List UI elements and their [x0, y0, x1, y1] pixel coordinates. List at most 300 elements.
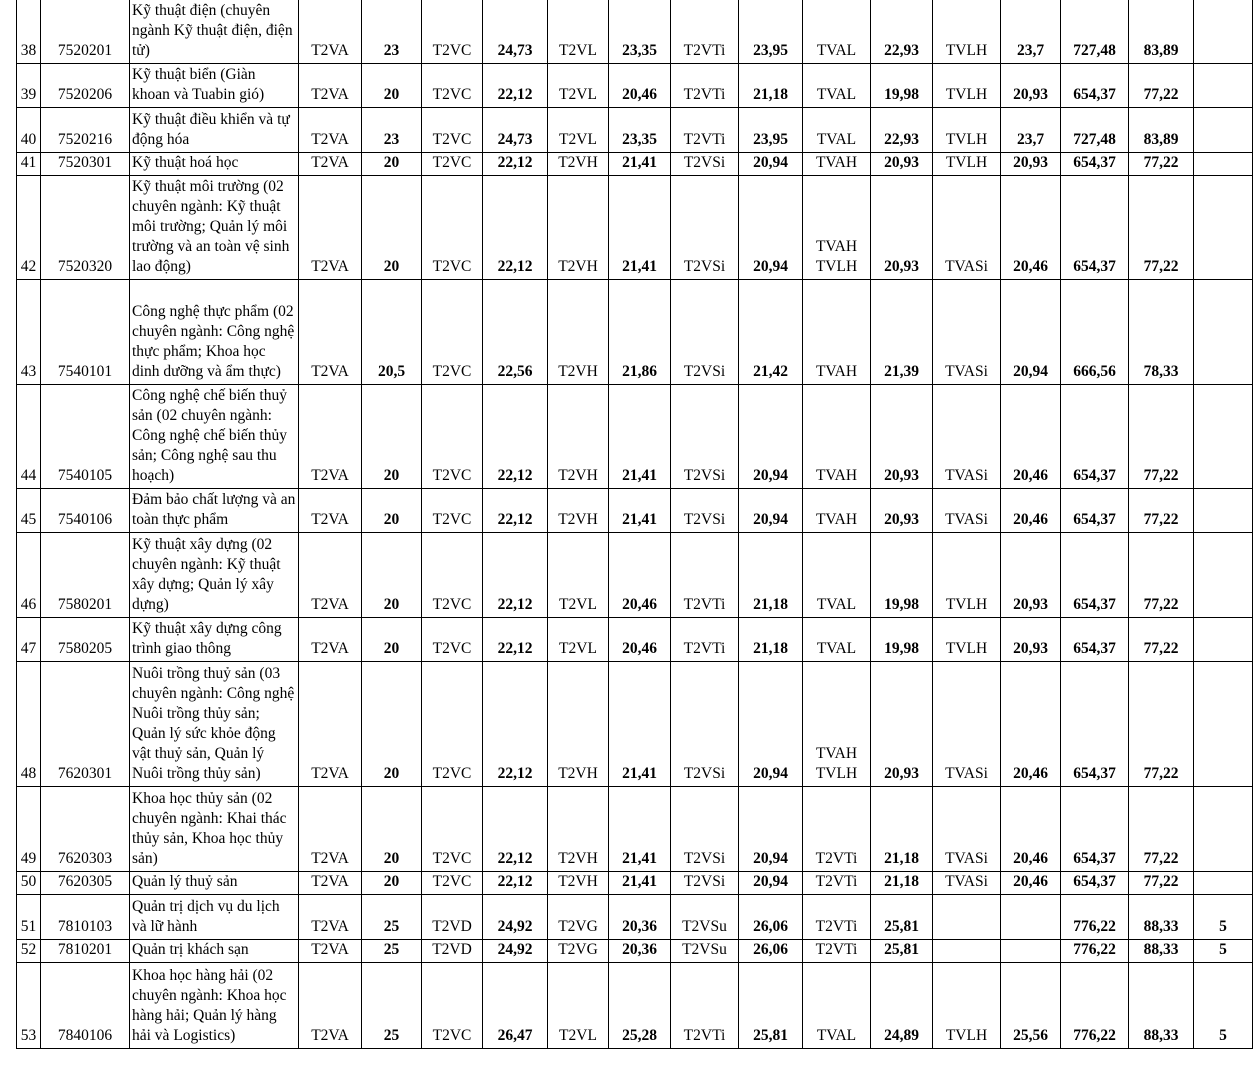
combo-6-score: 20,93 [1001, 153, 1061, 176]
combo-5-code: TVAH [803, 153, 871, 176]
row-number: 50 [17, 872, 41, 895]
combo-5-score: 22,93 [871, 108, 933, 153]
total-score: 654,37 [1061, 618, 1129, 662]
combo-4-score: 20,94 [739, 787, 803, 872]
combo-6-code: TVLH [933, 64, 1001, 108]
combo-3-code: T2VL [548, 963, 609, 1049]
combo-5-code: T2VTi [803, 787, 871, 872]
combo-1-score: 25 [362, 940, 422, 963]
row-number: 53 [17, 963, 41, 1049]
combo-1-score: 20 [362, 662, 422, 787]
combo-2-code: T2VD [422, 940, 483, 963]
combo-3-code: T2VG [548, 895, 609, 940]
combo-4-score: 20,94 [739, 662, 803, 787]
program-code: 7520216 [41, 108, 130, 153]
program-name: Nuôi trồng thuỷ sản (03 chuyên ngành: Công nghệ Nuôi trồng thủy sản; Quản lý sức khỏe động vật thuỷ sản, Quản lý Nuôi trồng thủy sản) [130, 662, 299, 787]
program-name: Quản trị dịch vụ du lịch và lữ hành [130, 895, 299, 940]
percent-score: 77,22 [1129, 787, 1194, 872]
program-code: 7540101 [41, 280, 130, 385]
combo-5-code: TVAH [803, 385, 871, 489]
row-number: 38 [17, 0, 41, 64]
combo-1-code: T2VA [299, 153, 362, 176]
table-row [17, 895, 1253, 940]
combo-5-score: 21,39 [871, 280, 933, 385]
combo-1-code: T2VA [299, 64, 362, 108]
program-name: Công nghệ thực phẩm (02 chuyên ngành: Công nghệ thực phẩm; Khoa học dinh dưỡng và ẩm thực) [130, 280, 299, 385]
combo-1-score: 20 [362, 153, 422, 176]
combo-5-code: T2VTi [803, 940, 871, 963]
table-row [17, 618, 1253, 662]
combo-2-score: 24,73 [483, 0, 548, 64]
combo-3-code: T2VH [548, 787, 609, 872]
combo-1-score: 23 [362, 0, 422, 64]
combo-5-code: T2VTi [803, 872, 871, 895]
combo-4-score: 20,94 [739, 872, 803, 895]
note-value: 5 [1194, 895, 1253, 940]
percent-score: 77,22 [1129, 533, 1194, 618]
program-name: Kỹ thuật điện (chuyên ngành Kỹ thuật điện, điện tử) [130, 0, 299, 64]
combo-6-score: 20,46 [1001, 872, 1061, 895]
percent-score: 78,33 [1129, 280, 1194, 385]
combo-2-code: T2VC [422, 64, 483, 108]
combo-3-code: T2VL [548, 533, 609, 618]
table-row [17, 153, 1253, 176]
program-name: Khoa học hàng hải (02 chuyên ngành: Khoa học hàng hải; Quản lý hàng hải và Logistics) [130, 963, 299, 1049]
total-score: 776,22 [1061, 940, 1129, 963]
combo-5-score: 21,18 [871, 872, 933, 895]
percent-score: 77,22 [1129, 872, 1194, 895]
program-code: 7520201 [41, 0, 130, 64]
combo-4-code: T2VSu [671, 895, 739, 940]
note-value: 5 [1194, 940, 1253, 963]
combo-6-code: TVASi [933, 872, 1001, 895]
combo-6-score: 20,46 [1001, 176, 1061, 280]
combo-6-code: TVLH [933, 108, 1001, 153]
note-value [1194, 280, 1253, 385]
combo-6-code: TVLH [933, 963, 1001, 1049]
combo-3-score: 23,35 [609, 0, 671, 64]
combo-2-score: 22,12 [483, 153, 548, 176]
percent-score: 77,22 [1129, 176, 1194, 280]
combo-3-code: T2VH [548, 176, 609, 280]
combo-6-score: 20,46 [1001, 385, 1061, 489]
program-name: Kỹ thuật biển (Giàn khoan và Tuabin gió) [130, 64, 299, 108]
note-value [1194, 385, 1253, 489]
combo-6-score: 20,46 [1001, 662, 1061, 787]
total-score: 654,37 [1061, 385, 1129, 489]
combo-2-code: T2VC [422, 489, 483, 533]
row-number: 42 [17, 176, 41, 280]
table-row [17, 64, 1253, 108]
combo-1-code: T2VA [299, 489, 362, 533]
admission-score-table [16, 0, 1253, 1049]
combo-1-score: 20 [362, 787, 422, 872]
combo-5-score: 25,81 [871, 940, 933, 963]
combo-6-score [1001, 895, 1061, 940]
table-row [17, 280, 1253, 385]
table-body [17, 0, 1253, 1049]
combo-3-score: 21,41 [609, 662, 671, 787]
percent-score: 83,89 [1129, 108, 1194, 153]
combo-3-code: T2VH [548, 662, 609, 787]
combo-3-code: T2VL [548, 108, 609, 153]
combo-2-code: T2VC [422, 385, 483, 489]
table-row [17, 533, 1253, 618]
combo-1-code: T2VA [299, 895, 362, 940]
note-value [1194, 108, 1253, 153]
percent-score: 77,22 [1129, 489, 1194, 533]
combo-5-code: TVAH [803, 280, 871, 385]
combo-2-code: T2VC [422, 176, 483, 280]
program-code: 7580201 [41, 533, 130, 618]
program-name: Công nghệ chế biến thuỷ sản (02 chuyên ngành: Công nghệ chế biến thủy sản; Công nghệ sau thu hoạch) [130, 385, 299, 489]
total-score: 654,37 [1061, 533, 1129, 618]
combo-1-score: 25 [362, 963, 422, 1049]
combo-1-score: 20 [362, 533, 422, 618]
program-name: Đảm bảo chất lượng và an toàn thực phẩm [130, 489, 299, 533]
total-score: 654,37 [1061, 64, 1129, 108]
combo-3-score: 21,41 [609, 153, 671, 176]
combo-2-score: 22,12 [483, 489, 548, 533]
combo-1-score: 20 [362, 489, 422, 533]
combo-4-code: T2VSi [671, 872, 739, 895]
program-code: 7520301 [41, 153, 130, 176]
combo-5-code: TVAL [803, 64, 871, 108]
combo-4-code: T2VSi [671, 489, 739, 533]
combo-4-code: T2VTi [671, 533, 739, 618]
combo-5-score: 19,98 [871, 533, 933, 618]
combo-4-score: 21,18 [739, 618, 803, 662]
combo-3-code: T2VL [548, 64, 609, 108]
combo-2-score: 22,56 [483, 280, 548, 385]
combo-6-score: 20,93 [1001, 618, 1061, 662]
program-name: Khoa học thủy sản (02 chuyên ngành: Khai thác thủy sản, Khoa học thủy sản) [130, 787, 299, 872]
combo-3-code: T2VH [548, 872, 609, 895]
combo-2-score: 22,12 [483, 662, 548, 787]
combo-3-score: 21,41 [609, 176, 671, 280]
combo-6-code: TVASi [933, 385, 1001, 489]
program-name: Kỹ thuật môi trường (02 chuyên ngành: Kỹ thuật môi trường; Quản lý môi trường và an toàn vệ sinh lao động) [130, 176, 299, 280]
table-row [17, 787, 1253, 872]
combo-5-score: 25,81 [871, 895, 933, 940]
combo-5-code: TVAL [803, 108, 871, 153]
combo-1-score: 20,5 [362, 280, 422, 385]
combo-3-score: 21,41 [609, 787, 671, 872]
combo-3-code: T2VH [548, 385, 609, 489]
combo-5-score: 20,93 [871, 153, 933, 176]
program-code: 7620303 [41, 787, 130, 872]
combo-2-score: 24,92 [483, 895, 548, 940]
combo-5-score: 20,93 [871, 662, 933, 787]
combo-5-code: TVAL [803, 963, 871, 1049]
total-score: 776,22 [1061, 963, 1129, 1049]
combo-1-score: 20 [362, 176, 422, 280]
combo-4-code: T2VSi [671, 662, 739, 787]
row-number: 49 [17, 787, 41, 872]
total-score: 776,22 [1061, 895, 1129, 940]
combo-6-code: TVASi [933, 280, 1001, 385]
combo-4-score: 20,94 [739, 176, 803, 280]
combo-4-score: 23,95 [739, 108, 803, 153]
combo-1-code: T2VA [299, 533, 362, 618]
row-number: 45 [17, 489, 41, 533]
program-name: Kỹ thuật điều khiển và tự động hóa [130, 108, 299, 153]
percent-score: 77,22 [1129, 153, 1194, 176]
combo-6-score: 20,93 [1001, 533, 1061, 618]
combo-3-score: 20,36 [609, 940, 671, 963]
row-number: 48 [17, 662, 41, 787]
combo-5-code: T2VTi [803, 895, 871, 940]
program-code: 7540105 [41, 385, 130, 489]
combo-5-code: TVAL [803, 618, 871, 662]
percent-score: 88,33 [1129, 940, 1194, 963]
combo-2-code: T2VC [422, 153, 483, 176]
program-code: 7620301 [41, 662, 130, 787]
combo-4-code: T2VSi [671, 176, 739, 280]
combo-3-code: T2VG [548, 940, 609, 963]
combo-4-code: T2VSi [671, 153, 739, 176]
combo-2-score: 22,12 [483, 618, 548, 662]
combo-4-score: 21,18 [739, 533, 803, 618]
combo-5-score: 20,93 [871, 385, 933, 489]
combo-1-code: T2VA [299, 963, 362, 1049]
combo-3-code: T2VL [548, 618, 609, 662]
note-value [1194, 64, 1253, 108]
total-score: 654,37 [1061, 176, 1129, 280]
table-row [17, 0, 1253, 64]
table-row [17, 662, 1253, 787]
combo-2-score: 22,12 [483, 872, 548, 895]
combo-1-code: T2VA [299, 280, 362, 385]
combo-4-score: 21,42 [739, 280, 803, 385]
combo-1-score: 23 [362, 108, 422, 153]
percent-score: 77,22 [1129, 618, 1194, 662]
combo-6-score: 20,94 [1001, 280, 1061, 385]
combo-4-code: T2VTi [671, 108, 739, 153]
combo-5-code: TVAL [803, 533, 871, 618]
combo-5-score: 22,93 [871, 0, 933, 64]
combo-1-code: T2VA [299, 787, 362, 872]
combo-4-code: T2VTi [671, 64, 739, 108]
combo-1-code: T2VA [299, 0, 362, 64]
combo-3-code: T2VH [548, 489, 609, 533]
combo-5-code: TVAL [803, 0, 871, 64]
combo-2-code: T2VD [422, 895, 483, 940]
combo-2-code: T2VC [422, 0, 483, 64]
combo-1-code: T2VA [299, 618, 362, 662]
row-number: 46 [17, 533, 41, 618]
program-name: Kỹ thuật xây dựng (02 chuyên ngành: Kỹ thuật xây dựng; Quản lý xây dựng) [130, 533, 299, 618]
table-row [17, 176, 1253, 280]
combo-3-score: 21,41 [609, 489, 671, 533]
program-code: 7520206 [41, 64, 130, 108]
program-name: Quản lý thuỷ sản [130, 872, 299, 895]
combo-5-code: TVAH TVLH [803, 176, 871, 280]
row-number: 40 [17, 108, 41, 153]
combo-1-code: T2VA [299, 940, 362, 963]
combo-1-code: T2VA [299, 176, 362, 280]
program-code: 7580205 [41, 618, 130, 662]
combo-6-code [933, 895, 1001, 940]
program-code: 7540106 [41, 489, 130, 533]
note-value [1194, 533, 1253, 618]
combo-2-code: T2VC [422, 662, 483, 787]
combo-5-score: 21,18 [871, 787, 933, 872]
combo-5-code: TVAH [803, 489, 871, 533]
total-score: 654,37 [1061, 662, 1129, 787]
combo-5-score: 20,93 [871, 489, 933, 533]
combo-4-score: 23,95 [739, 0, 803, 64]
combo-6-score: 25,56 [1001, 963, 1061, 1049]
combo-6-code: TVASi [933, 662, 1001, 787]
percent-score: 83,89 [1129, 0, 1194, 64]
combo-3-code: T2VH [548, 153, 609, 176]
program-code: 7620305 [41, 872, 130, 895]
combo-4-code: T2VTi [671, 618, 739, 662]
percent-score: 77,22 [1129, 64, 1194, 108]
combo-6-code [933, 940, 1001, 963]
combo-4-score: 21,18 [739, 64, 803, 108]
combo-5-score: 19,98 [871, 618, 933, 662]
combo-6-score [1001, 940, 1061, 963]
total-score: 654,37 [1061, 872, 1129, 895]
combo-6-score: 23,7 [1001, 108, 1061, 153]
program-code: 7810103 [41, 895, 130, 940]
combo-4-score: 20,94 [739, 385, 803, 489]
table-row [17, 489, 1253, 533]
combo-5-score: 24,89 [871, 963, 933, 1049]
combo-2-code: T2VC [422, 618, 483, 662]
combo-5-score: 20,93 [871, 176, 933, 280]
combo-5-score: 19,98 [871, 64, 933, 108]
combo-2-score: 24,73 [483, 108, 548, 153]
program-code: 7520320 [41, 176, 130, 280]
table-row [17, 940, 1253, 963]
program-name: Kỹ thuật xây dựng công trình giao thông [130, 618, 299, 662]
combo-6-code: TVLH [933, 618, 1001, 662]
row-number: 43 [17, 280, 41, 385]
note-value [1194, 787, 1253, 872]
combo-4-code: T2VSi [671, 787, 739, 872]
combo-1-code: T2VA [299, 662, 362, 787]
combo-1-score: 20 [362, 872, 422, 895]
row-number: 47 [17, 618, 41, 662]
combo-2-code: T2VC [422, 533, 483, 618]
combo-6-code: TVASi [933, 787, 1001, 872]
note-value [1194, 0, 1253, 64]
row-number: 51 [17, 895, 41, 940]
combo-3-score: 20,46 [609, 533, 671, 618]
program-code: 7840106 [41, 963, 130, 1049]
percent-score: 77,22 [1129, 662, 1194, 787]
note-value [1194, 153, 1253, 176]
combo-2-score: 24,92 [483, 940, 548, 963]
combo-2-code: T2VC [422, 963, 483, 1049]
combo-3-score: 23,35 [609, 108, 671, 153]
combo-3-code: T2VL [548, 0, 609, 64]
combo-4-score: 26,06 [739, 895, 803, 940]
combo-3-score: 21,41 [609, 872, 671, 895]
combo-2-score: 22,12 [483, 533, 548, 618]
combo-4-code: T2VSi [671, 385, 739, 489]
combo-1-score: 25 [362, 895, 422, 940]
combo-6-score: 20,46 [1001, 489, 1061, 533]
combo-6-code: TVASi [933, 176, 1001, 280]
row-number: 52 [17, 940, 41, 963]
combo-4-score: 26,06 [739, 940, 803, 963]
combo-4-code: T2VSi [671, 280, 739, 385]
combo-2-score: 22,12 [483, 64, 548, 108]
row-number: 39 [17, 64, 41, 108]
total-score: 727,48 [1061, 108, 1129, 153]
combo-1-code: T2VA [299, 108, 362, 153]
combo-3-score: 20,46 [609, 618, 671, 662]
program-code: 7810201 [41, 940, 130, 963]
note-value [1194, 662, 1253, 787]
table-row [17, 963, 1253, 1049]
combo-6-code: TVLH [933, 153, 1001, 176]
combo-1-code: T2VA [299, 872, 362, 895]
combo-4-score: 20,94 [739, 489, 803, 533]
combo-6-code: TVLH [933, 533, 1001, 618]
program-name: Kỹ thuật hoá học [130, 153, 299, 176]
combo-2-score: 22,12 [483, 176, 548, 280]
row-number: 44 [17, 385, 41, 489]
note-value [1194, 176, 1253, 280]
note-value [1194, 872, 1253, 895]
combo-3-score: 21,41 [609, 385, 671, 489]
combo-1-score: 20 [362, 64, 422, 108]
combo-2-code: T2VC [422, 280, 483, 385]
combo-6-code: TVLH [933, 0, 1001, 64]
combo-6-score: 23,7 [1001, 0, 1061, 64]
combo-5-code: TVAH TVLH [803, 662, 871, 787]
combo-4-code: T2VTi [671, 0, 739, 64]
combo-4-code: T2VSu [671, 940, 739, 963]
combo-6-code: TVASi [933, 489, 1001, 533]
combo-3-code: T2VH [548, 280, 609, 385]
total-score: 654,37 [1061, 153, 1129, 176]
combo-3-score: 20,46 [609, 64, 671, 108]
total-score: 654,37 [1061, 787, 1129, 872]
note-value: 5 [1194, 963, 1253, 1049]
total-score: 654,37 [1061, 489, 1129, 533]
program-name: Quản trị khách sạn [130, 940, 299, 963]
combo-4-code: T2VTi [671, 963, 739, 1049]
combo-1-score: 20 [362, 385, 422, 489]
total-score: 727,48 [1061, 0, 1129, 64]
row-number: 41 [17, 153, 41, 176]
combo-1-score: 20 [362, 618, 422, 662]
combo-2-code: T2VC [422, 872, 483, 895]
table-row [17, 872, 1253, 895]
percent-score: 77,22 [1129, 385, 1194, 489]
table-row [17, 108, 1253, 153]
note-value [1194, 618, 1253, 662]
combo-3-score: 20,36 [609, 895, 671, 940]
combo-2-code: T2VC [422, 787, 483, 872]
combo-2-score: 26,47 [483, 963, 548, 1049]
combo-2-score: 22,12 [483, 787, 548, 872]
percent-score: 88,33 [1129, 963, 1194, 1049]
total-score: 666,56 [1061, 280, 1129, 385]
combo-6-score: 20,46 [1001, 787, 1061, 872]
combo-4-score: 20,94 [739, 153, 803, 176]
combo-2-score: 22,12 [483, 385, 548, 489]
combo-1-code: T2VA [299, 385, 362, 489]
combo-3-score: 25,28 [609, 963, 671, 1049]
combo-2-code: T2VC [422, 108, 483, 153]
